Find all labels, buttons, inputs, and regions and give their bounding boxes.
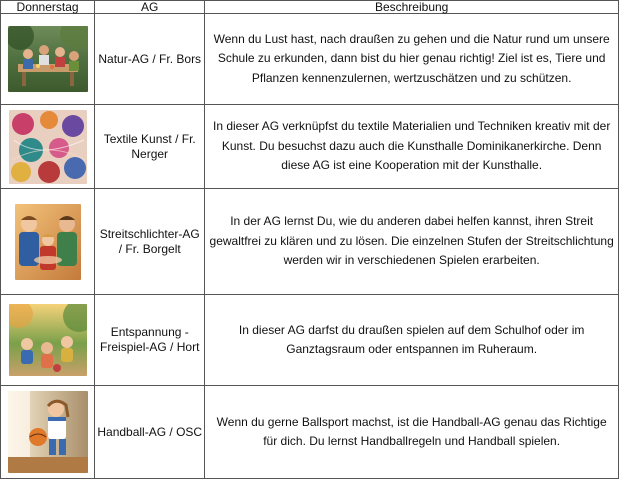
ag-description: Wenn du gerne Ballsport machst, ist die Handball-AG genau das Richtige für dich. Du lernst Handballregeln und Handball spielen. [205,386,619,479]
ag-name: Entspannung - Freispiel-AG / Hort [95,295,205,386]
header-description: Beschreibung [205,1,619,14]
ag-name: Textile Kunst / Fr. Nerger [95,105,205,189]
ag-description: In dieser AG verknüpfst du textile Materialien und Techniken kreativ mit der Kunst. Du besuchst dazu auch die Kunsthalle Dominikanerkirche. Denn diese AG ist eine Kooperation mit der Kunsthalle. [205,105,619,189]
ag-description: In dieser AG darfst du draußen spielen auf dem Schulhof oder im Ganztagsraum oder entspannen im Ruheraum. [205,295,619,386]
header-day: Donnerstag [1,1,95,14]
table-row [1,386,619,479]
header-ag: AG [95,1,205,14]
table-row [1,14,619,105]
ag-description: In der AG lernst Du, wie du anderen dabei helfen kannst, ihren Streit gewaltfrei zu klären und zu lösen. Die einzelnen Stufen der Streitschlichtung werden wir in verschiedenen Spielen erarbeiten. [205,189,619,295]
table-row [1,105,619,189]
table-row [1,189,619,295]
ag-name: Streitschlichter-AG / Fr. Borgelt [95,189,205,295]
girl-handball-gym-photo [8,391,88,473]
image-cell [1,189,95,295]
ag-name: Handball-AG / OSC [95,386,205,479]
ag-name: Natur-AG / Fr. Bors [95,14,205,105]
image-cell [1,295,95,386]
header-row [1,1,619,14]
image-cell [1,105,95,189]
image-cell [1,14,95,105]
children-nature-table-photo [8,26,88,92]
table-row [1,295,619,386]
yarn-wool-balls-photo [9,110,87,184]
image-cell [1,386,95,479]
ag-description: Wenn du Lust hast, nach draußen zu gehen und die Natur rund um unsere Schule zu erkunden, dann bist du hier genau richtig! Ziel ist es, Tiere und Pflanzen kennenzulernen, wertzuschätzen und zu schützen. [205,14,619,105]
children-playing-outdoors-illustration [9,304,87,376]
children-mediation-illustration [15,204,81,280]
